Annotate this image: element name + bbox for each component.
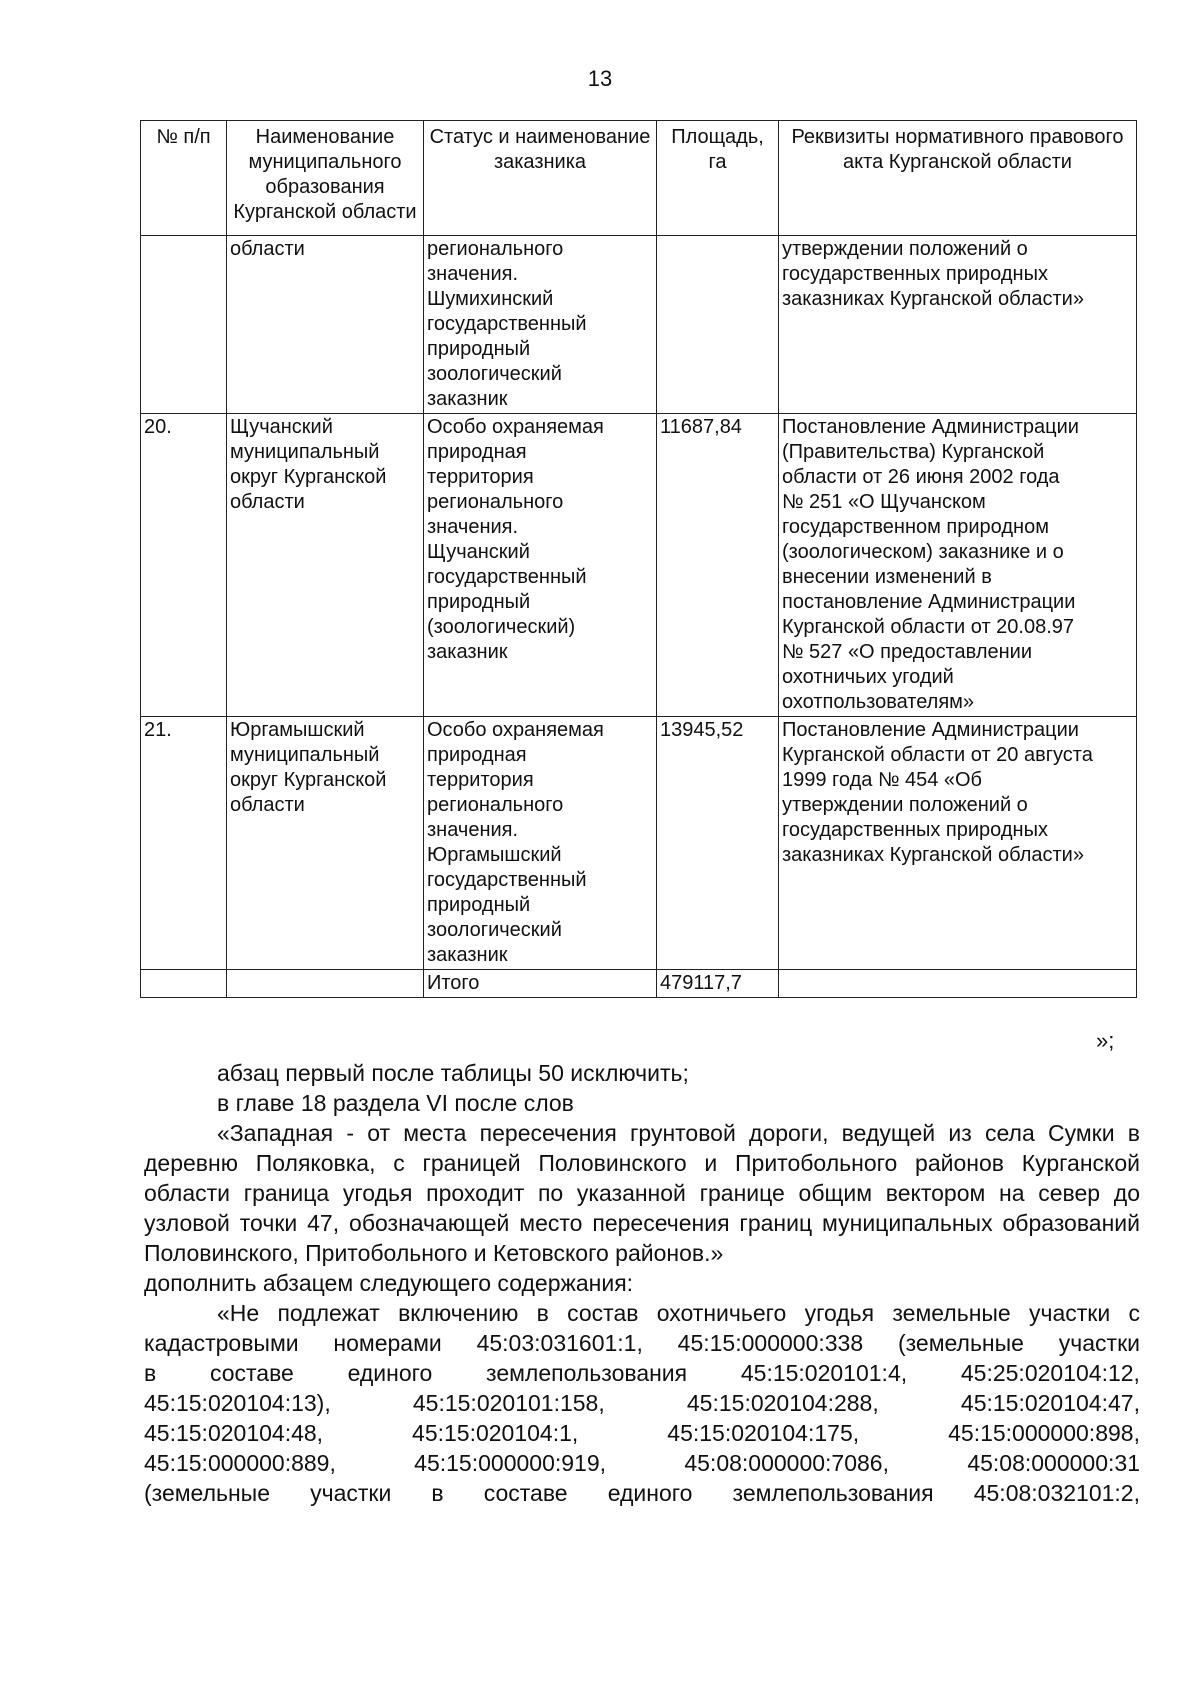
cadastral-token: участки <box>310 1480 392 1506</box>
cell-total-label: Итого <box>424 970 657 998</box>
amendment-text <box>144 1058 1140 1508</box>
cell-number <box>141 970 227 998</box>
cell-status: регионального значения. Шумихинский государственный природный зоологический заказник <box>424 236 657 414</box>
cell-status: Особо охраняемая природная территория регионального значения. Юргамышский государственный природный зоологический заказник <box>424 717 657 970</box>
cadastral-token: в <box>431 1480 444 1506</box>
cell-total-area: 479117,7 <box>657 970 779 998</box>
table-header-row <box>141 121 1137 236</box>
table-row-continuation <box>141 236 1137 414</box>
header-status: Статус и наименование заказника <box>424 121 657 236</box>
body-line: абзац первый после таблицы 50 исключить; <box>217 1060 689 1086</box>
cadastral-token: единого <box>607 1480 693 1506</box>
header-municipality: Наименование муниципального образования Курганской области <box>227 121 424 236</box>
page-number: 13 <box>587 66 613 91</box>
cadastral-token: в <box>144 1360 157 1386</box>
cell-municipality: области <box>227 236 424 414</box>
table-row <box>141 414 1137 717</box>
cadastral-row <box>144 1358 1140 1388</box>
cadastral-token: 45:15:020104:13), <box>144 1390 331 1416</box>
cadastral-token: составе <box>209 1360 294 1386</box>
table-total-row <box>141 970 1137 998</box>
cadastral-token: 45:15:020101:4, <box>740 1360 908 1386</box>
new-paragraph-start: «Не подлежат включению в состав охотничьего угодья земельные участки с кадастровыми номерами 45:03:031601:1, 45:15:000000:338 (земельные участки <box>144 1300 1140 1356</box>
cell-act <box>779 970 1137 998</box>
cell-area: 13945,52 <box>657 717 779 970</box>
cadastral-token: 45:15:020104:175, <box>667 1420 860 1446</box>
cell-area: 11687,84 <box>657 414 779 717</box>
cadastral-token: 45:08:000000:31 <box>967 1450 1140 1476</box>
header-act: Реквизиты нормативного правового акта Курганской области <box>779 121 1137 236</box>
cadastral-token: 45:15:020104:288, <box>686 1390 879 1416</box>
cadastral-token: землепользования <box>486 1360 688 1386</box>
cadastral-row <box>144 1388 1140 1418</box>
cadastral-token: 45:15:000000:898, <box>948 1420 1140 1446</box>
cadastral-token: 45:25:020104:12, <box>960 1360 1140 1386</box>
cadastral-token: составе <box>483 1480 568 1506</box>
cadastral-token: 45:15:020104:48, <box>144 1420 324 1446</box>
cadastral-token: 45:15:000000:889, <box>144 1450 336 1476</box>
body-line: дополнить абзацем следующего содержания: <box>144 1270 634 1296</box>
cadastral-token: единого <box>347 1360 433 1386</box>
cadastral-token: 45:15:020104:47, <box>960 1390 1140 1416</box>
header-number: № п/п <box>141 121 227 236</box>
table-row <box>141 717 1137 970</box>
closing-quote: »; <box>1096 1028 1115 1053</box>
cadastral-token: землепользования <box>732 1480 934 1506</box>
cell-area <box>657 236 779 414</box>
quoted-paragraph: «Западная - от места пересечения грунтовой дороги, ведущей из села Сумки в деревню Поляковка, с границей Половинского и Притобольного районов Курганской области граница угодья проходит по указанной границе общим вектором на север до узловой точки 47, обозначающей место пересечения границ муниципальных образований Половинского, Притобольного и Кетовского районов.» <box>144 1120 1140 1266</box>
cell-act: утверждении положений о государственных природных заказниках Курганской области» <box>779 236 1137 414</box>
cadastral-token: (земельные <box>144 1480 271 1506</box>
cell-municipality: Юргамышский муниципальный округ Курганской области <box>227 717 424 970</box>
cadastral-token: 45:08:032101:2, <box>973 1480 1140 1506</box>
cadastral-token: 45:08:000000:7086, <box>684 1450 889 1476</box>
cell-municipality: Щучанский муниципальный округ Курганской области <box>227 414 424 717</box>
cell-act: Постановление Администрации Курганской области от 20 августа 1999 года № 454 «Об утверждении положений о государственных природных заказниках Курганской области» <box>779 717 1137 970</box>
cell-number <box>141 236 227 414</box>
cell-number: 20. <box>141 414 227 717</box>
reserves-table <box>140 120 1137 998</box>
cadastral-token: 45:15:020104:1, <box>412 1420 579 1446</box>
cell-act: Постановление Администрации (Правительства) Курганской области от 26 июня 2002 года № 251 «О Щучанском государственном природном (зоологическом) заказнике и о внесении изменений в постановление Администрации Курганской области от 20.08.97 № 527 «О предоставлении охотничьих угодий охотпользователям» <box>779 414 1137 717</box>
cadastral-row <box>144 1448 1140 1478</box>
cell-status: Особо охраняемая природная территория регионального значения. Щучанский государственный природный (зоологический) заказник <box>424 414 657 717</box>
cadastral-row <box>144 1478 1140 1508</box>
cadastral-row <box>144 1418 1140 1448</box>
cell-number: 21. <box>141 717 227 970</box>
cadastral-token: 45:15:020101:158, <box>412 1390 605 1416</box>
cadastral-token: 45:15:000000:919, <box>414 1450 607 1476</box>
header-area: Площадь, га <box>657 121 779 236</box>
cell-municipality <box>227 970 424 998</box>
body-line: в главе 18 раздела VI после слов <box>217 1090 574 1116</box>
